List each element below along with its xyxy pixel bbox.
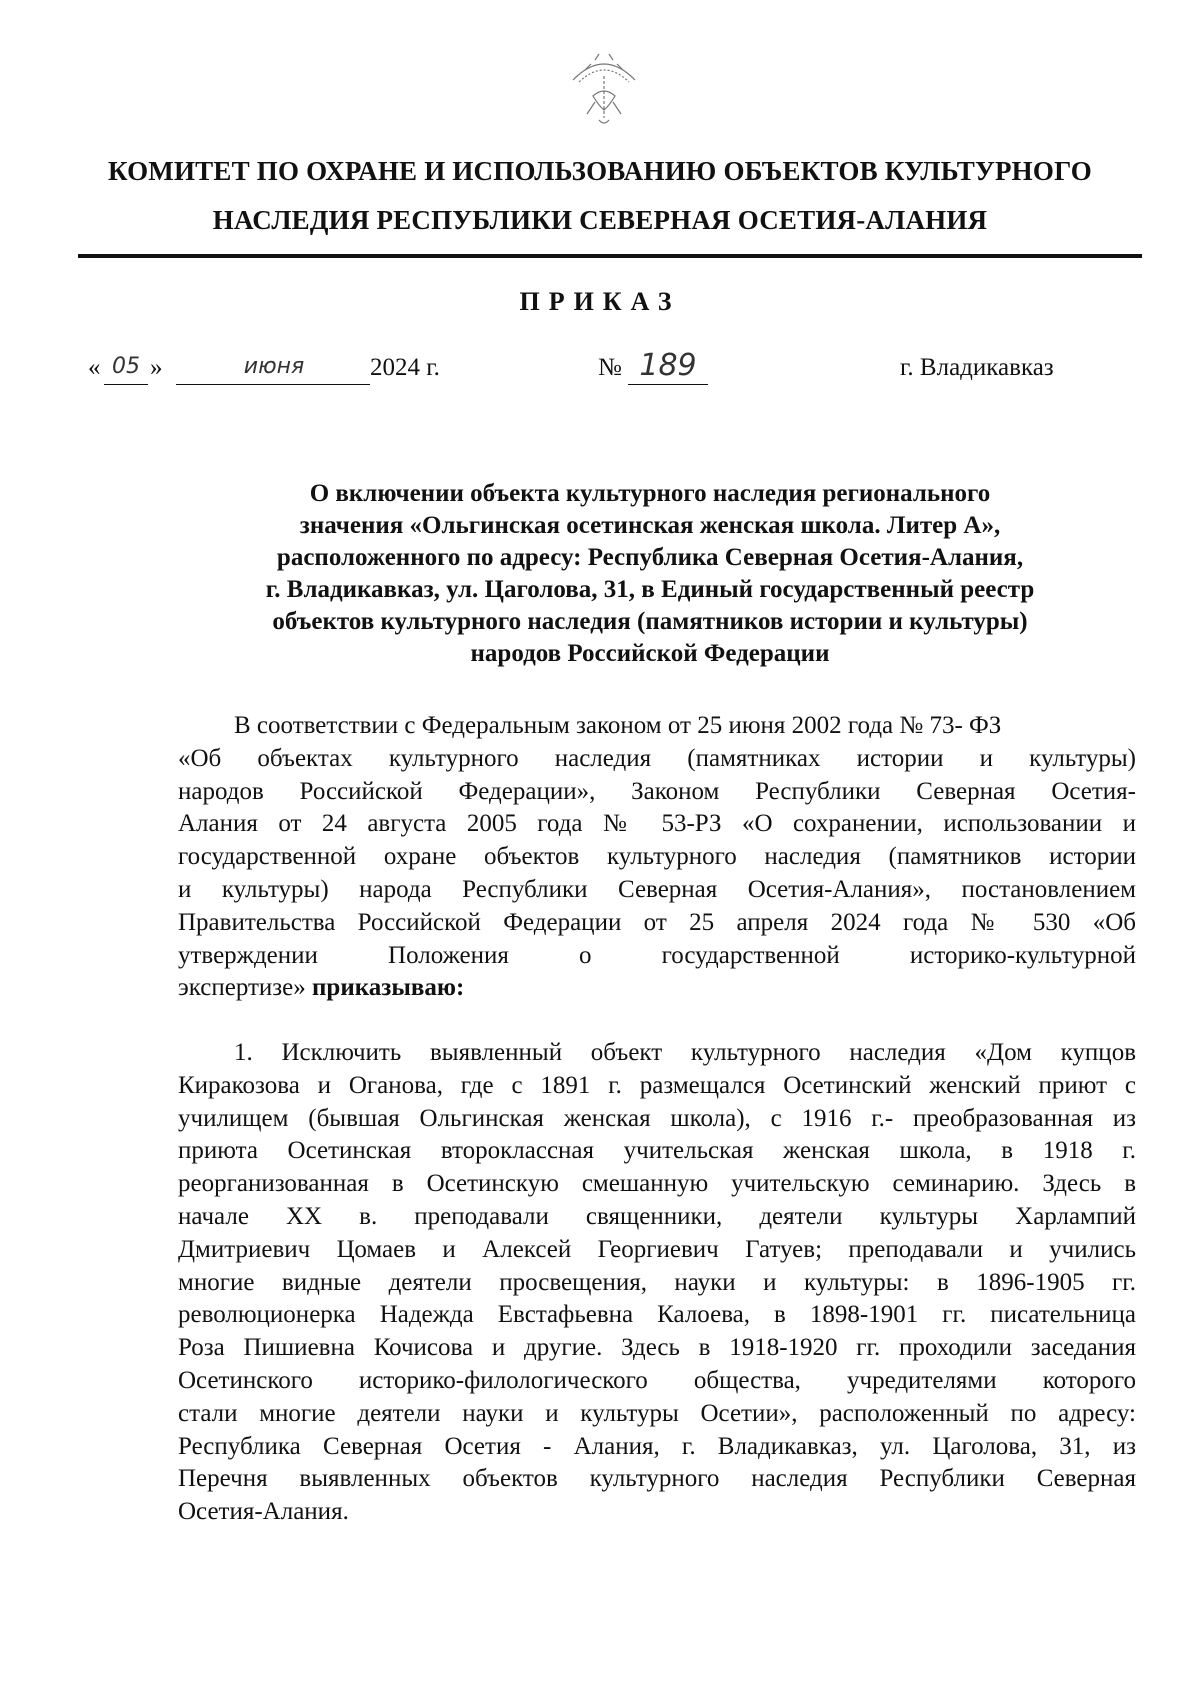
item-1-paragraph	[178, 1037, 1136, 1529]
item-1-line: училищем (бывшая Ольгинская женская школа), с 1916 г.- преобразованная из	[178, 1104, 1136, 1132]
preamble-line: Правительства Российской Федерации от 25 апреля 2024 года № 530 «Об	[178, 908, 1136, 936]
emblem-icon	[565, 40, 643, 136]
item-1-line: революционерка Надежда Евстафьевна Калоева, в 1898-1901 гг. писательница	[178, 1301, 1136, 1329]
item-1-line: приюта Осетинская второклассная учительская женская школа, в 1918 г.	[178, 1137, 1136, 1165]
preamble-line: экспертизе»	[178, 974, 306, 1002]
preamble-line: «Об объектах культурного наследия (памятниках истории и культуры)	[178, 744, 1136, 772]
order-year: 2024 г.	[370, 354, 440, 381]
number-underline	[628, 384, 708, 385]
order-day: 05	[112, 354, 140, 379]
order-title: ПРИКАЗ	[519, 287, 681, 316]
order-city: г. Владикавказ	[900, 354, 1054, 381]
item-1-line: стали многие деятели науки и культуры Осетии», расположенный по адресу:	[178, 1399, 1136, 1427]
item-1-line: 1. Исключить выявленный объект культурного наследия «Дом купцов	[234, 1039, 1136, 1066]
header-divider	[78, 254, 1142, 258]
item-1-line: Осетинского историко-филологического общества, учредителями которого	[178, 1366, 1136, 1394]
item-1-line: реорганизованная в Осетинскую смешанную учительскую семинарию. Здесь в	[178, 1170, 1136, 1198]
subject-line: народов Российской Федерации	[470, 640, 830, 667]
preamble-line: народов Российской Федерации», Законом Республики Северная Осетия-	[178, 777, 1136, 805]
committee-name-line-1: КОМИТЕТ ПО ОХРАНЕ И ИСПОЛЬЗОВАНИЮ ОБЪЕКТОВ КУЛЬТУРНОГО	[107, 156, 1092, 186]
preamble-line: и культуры) народа Республики Северная Осетия-Алания», постановлением	[178, 875, 1136, 903]
item-1-line: Роза Пишиевна Кочисова и другие. Здесь в 1918-1920 гг. проходили заседания	[178, 1334, 1136, 1362]
item-1-line: Республика Северная Осетия - Алания, г. Владикавказ, ул. Цаголова, 31, из	[178, 1432, 1136, 1460]
date-quote-open: «	[88, 354, 101, 381]
subject-line: расположенного по адресу: Республика Северная Осетия-Алания,	[276, 544, 1024, 571]
month-underline	[176, 384, 370, 385]
item-1-line: Дмитриевич Цомаев и Алексей Георгиевич Гатуев; преподавали и учились	[178, 1235, 1136, 1263]
committee-name-line-2: НАСЛЕДИЯ РЕСПУБЛИКИ СЕВЕРНАЯ ОСЕТИЯ-АЛАНИЯ	[212, 205, 988, 235]
order-subject	[210, 478, 1090, 670]
day-underline	[104, 384, 148, 385]
order-number: 189	[639, 348, 697, 383]
item-1-line: Киракозова и Оганова, где с 1891 г. размещался Осетинский женский приют с	[178, 1071, 1136, 1099]
date-quote-close: »	[150, 354, 163, 381]
item-1-line: Перечня выявленных объектов культурного наследия Республики Северная	[178, 1465, 1136, 1493]
ordering-word: приказываю:	[312, 974, 465, 1002]
subject-line: О включении объекта культурного наследия регионального	[309, 480, 991, 507]
preamble-line: В соответствии с Федеральным законом от 25 июня 2002 года № 73- ФЗ	[234, 712, 1002, 739]
item-1-line: Осетия-Алания.	[178, 1498, 349, 1526]
order-month: июня	[243, 354, 305, 379]
preamble-last-line	[178, 972, 1136, 1005]
preamble-line: Алания от 24 августа 2005 года № 53-РЗ «О сохранении, использовании и	[178, 810, 1136, 838]
order-number-sign: №	[598, 354, 622, 381]
item-1-line: многие видные деятели просвещения, науки и культуры: в 1896-1905 гг.	[178, 1268, 1136, 1296]
item-1-line: начале XX в. преподавали священники, деятели культуры Харлампий	[178, 1202, 1136, 1230]
preamble-paragraph	[178, 710, 1136, 1005]
subject-line: значения «Ольгинская осетинская женская школа. Литер А»,	[299, 512, 1001, 539]
subject-line: г. Владикавказ, ул. Цаголова, 31, в Единый государственный реестр	[265, 576, 1035, 603]
preamble-line: утверждении Положения о государственной историко-культурной	[178, 941, 1136, 969]
preamble-line: государственной охране объектов культурного наследия (памятников истории	[178, 843, 1136, 871]
subject-line: объектов культурного наследия (памятников истории и культуры)	[272, 608, 1028, 635]
